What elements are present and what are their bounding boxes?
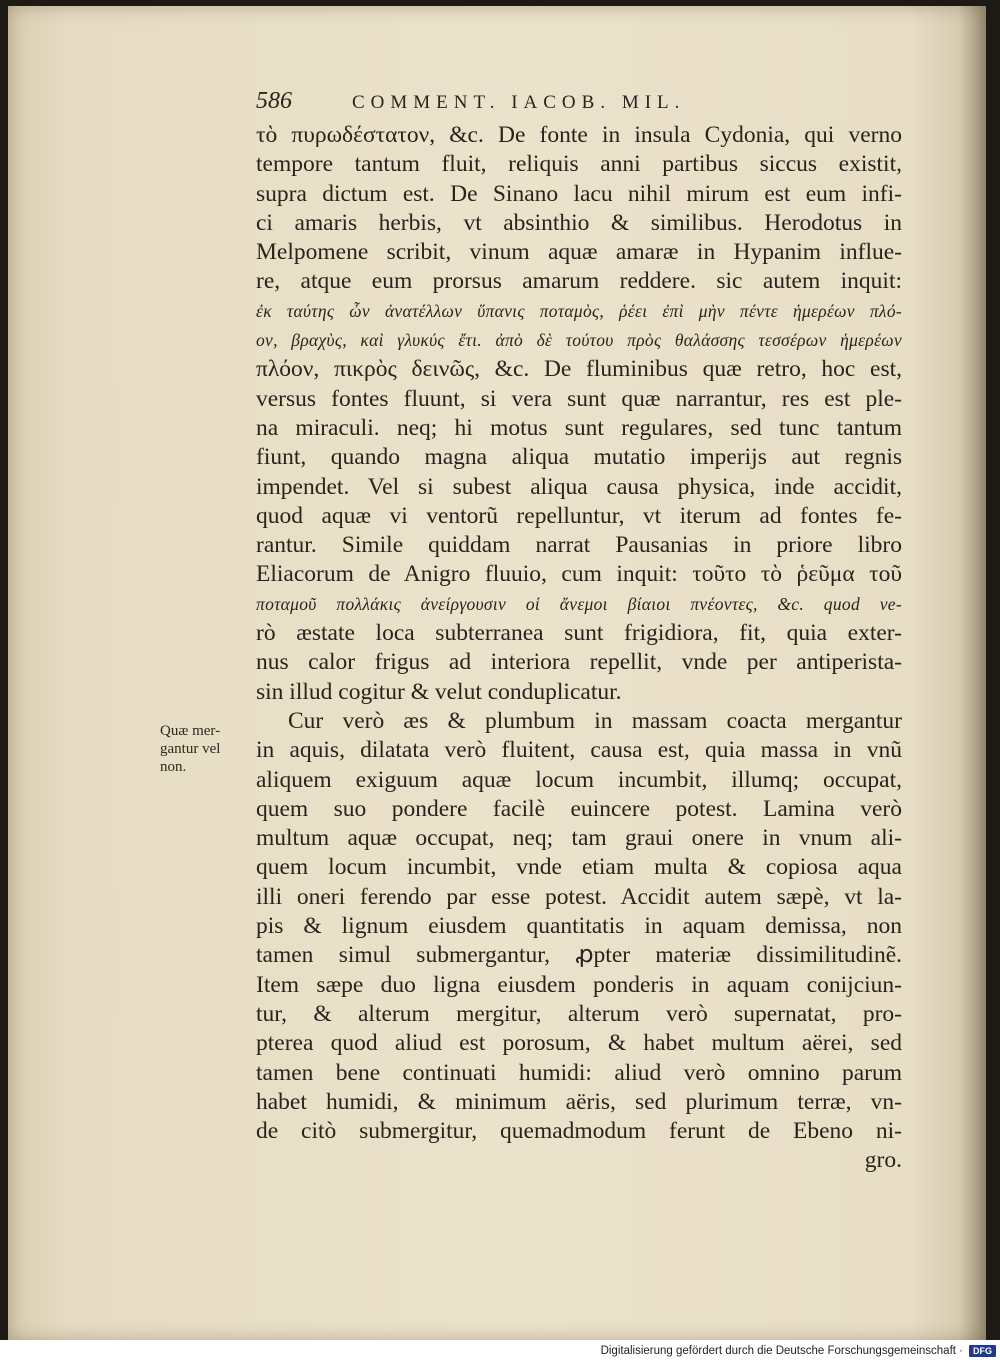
text-line: Cur verò æs & plumbum in massam coacta mergantur	[288, 707, 902, 734]
dfg-logo: DFG	[969, 1345, 996, 1357]
text-line: Item sæpe duo ligna eiusdem ponderis in aquam conijciun-	[256, 971, 902, 998]
text-line: ci amaris herbis, vt absinthio & similibus. Herodotus in	[256, 209, 902, 236]
marginal-note-line: Quæ mer-	[160, 723, 221, 739]
text-line: πλόον, πικρὸς δεινῶς, &c. De fluminibus quæ retro, hoc est,	[256, 356, 902, 383]
text-line: aliquem exiguum aquæ locum incumbit, illumq; occupat,	[256, 766, 902, 793]
running-head-title: COMMENT. IACOB. MIL.	[352, 92, 686, 113]
page-number: 586	[256, 88, 292, 114]
text-line: quem locum incumbit, vnde etiam multa & copiosa aqua	[256, 854, 902, 881]
text-line: multum aquæ occupat, neq; tam graui onere in vnum ali-	[256, 825, 902, 852]
digitization-footer	[0, 1340, 1000, 1362]
body-text	[256, 121, 902, 1176]
text-line: rantur. Simile quiddam narrat Pausanias in priore libro	[256, 532, 902, 559]
text-line: tempore tantum fluit, reliquis anni partibus siccus existit,	[256, 151, 902, 178]
greek-quote-line: ποταμοῦ πολλάκις ἀνείργουσιν οἱ ἄνεμοι βίαιοι πνέοντες, &c. quod ve-	[256, 593, 902, 614]
text-line: tamen simul submergantur, ꝓpter materiæ dissimilitudinẽ.	[256, 942, 902, 969]
marginal-note-line: non.	[160, 759, 187, 775]
text-line: Melpomene scribit, vinum aquæ amaræ in Hypanim influe-	[256, 239, 902, 266]
text-line: quod aquæ vi ventorũ repelluntur, vt iterum ad fontes fe-	[256, 502, 902, 529]
page-spine-shadow	[958, 6, 986, 1340]
marginal-note	[160, 722, 256, 776]
text-line: illi oneri ferendo par esse potest. Accidit autem sæpè, vt la-	[256, 883, 902, 910]
text-line: nus calor frigus ad interiora repellit, vnde per antiperista-	[256, 649, 902, 676]
text-line: na miraculi. neq; hi motus sunt regulares, sed tunc tantum	[256, 414, 902, 441]
text-line: gro.	[864, 1147, 902, 1174]
text-line: impendet. Vel si subest aliqua causa physica, inde accidit,	[256, 473, 902, 500]
text-line: re, atque eum prorsus amarum reddere. sic autem inquit:	[256, 268, 902, 295]
running-head	[256, 88, 816, 115]
greek-quote-line: ἐκ ταύτης ὦν ἀνατέλλων ὕπανις ποταμὸς, ῥέει ἐπὶ μὴν πέντε ἡμερέων πλό-	[256, 300, 902, 321]
text-line: pis & lignum eiusdem quantitatis in aquam demissa, non	[256, 913, 902, 940]
text-line: in aquis, dilatata verò fluitent, causa est, quia massa in vnũ	[256, 737, 902, 764]
marginal-note-line: gantur vel	[160, 741, 221, 757]
text-line: rò æstate loca subterranea sunt frigidiora, fit, quia exter-	[256, 620, 902, 647]
text-line: tur, & alterum mergitur, alterum verò supernatat, pro-	[256, 1000, 902, 1027]
text-line: tamen bene continuati humidi: aliud verò omnino parum	[256, 1059, 902, 1086]
text-line: Eliacorum de Anigro fluuio, cum inquit: τοῦτο τὸ ῥεῦμα τοῦ	[256, 561, 902, 588]
text-line: supra dictum est. De Sinano lacu nihil mirum est eum infi-	[256, 180, 902, 207]
text-line: quem suo pondere facilè euincere potest. Lamina verò	[256, 795, 902, 822]
greek-quote-line: ον, βραχὺς, καὶ γλυκύς ἔτι. ἀπὸ δὲ τούτου πρὸς θαλάσσης τεσσέρων ἡμερέων	[256, 330, 902, 351]
text-line: versus fontes fluunt, si vera sunt quæ narrantur, res est ple-	[256, 385, 902, 412]
text-line: de citò submergitur, quemadmodum ferunt de Ebeno ni-	[256, 1118, 902, 1145]
text-line: habet humidi, & minimum aëris, sed plurimum terræ, vn-	[256, 1088, 902, 1115]
text-line: sin illud cogitur & velut conduplicatur.	[256, 678, 622, 705]
text-line: pterea quod aliud est porosum, & habet multum aërei, sed	[256, 1030, 902, 1057]
text-line: fiunt, quando magna aliqua mutatio imperijs aut regnis	[256, 444, 902, 471]
footer-credit-text: Digitalisierung gefördert durch die Deutsche Forschungsgemeinschaft ·	[600, 1345, 963, 1357]
text-line: τὸ πυρωδέστατον, &c. De fonte in insula Cydonia, qui verno	[256, 122, 902, 148]
